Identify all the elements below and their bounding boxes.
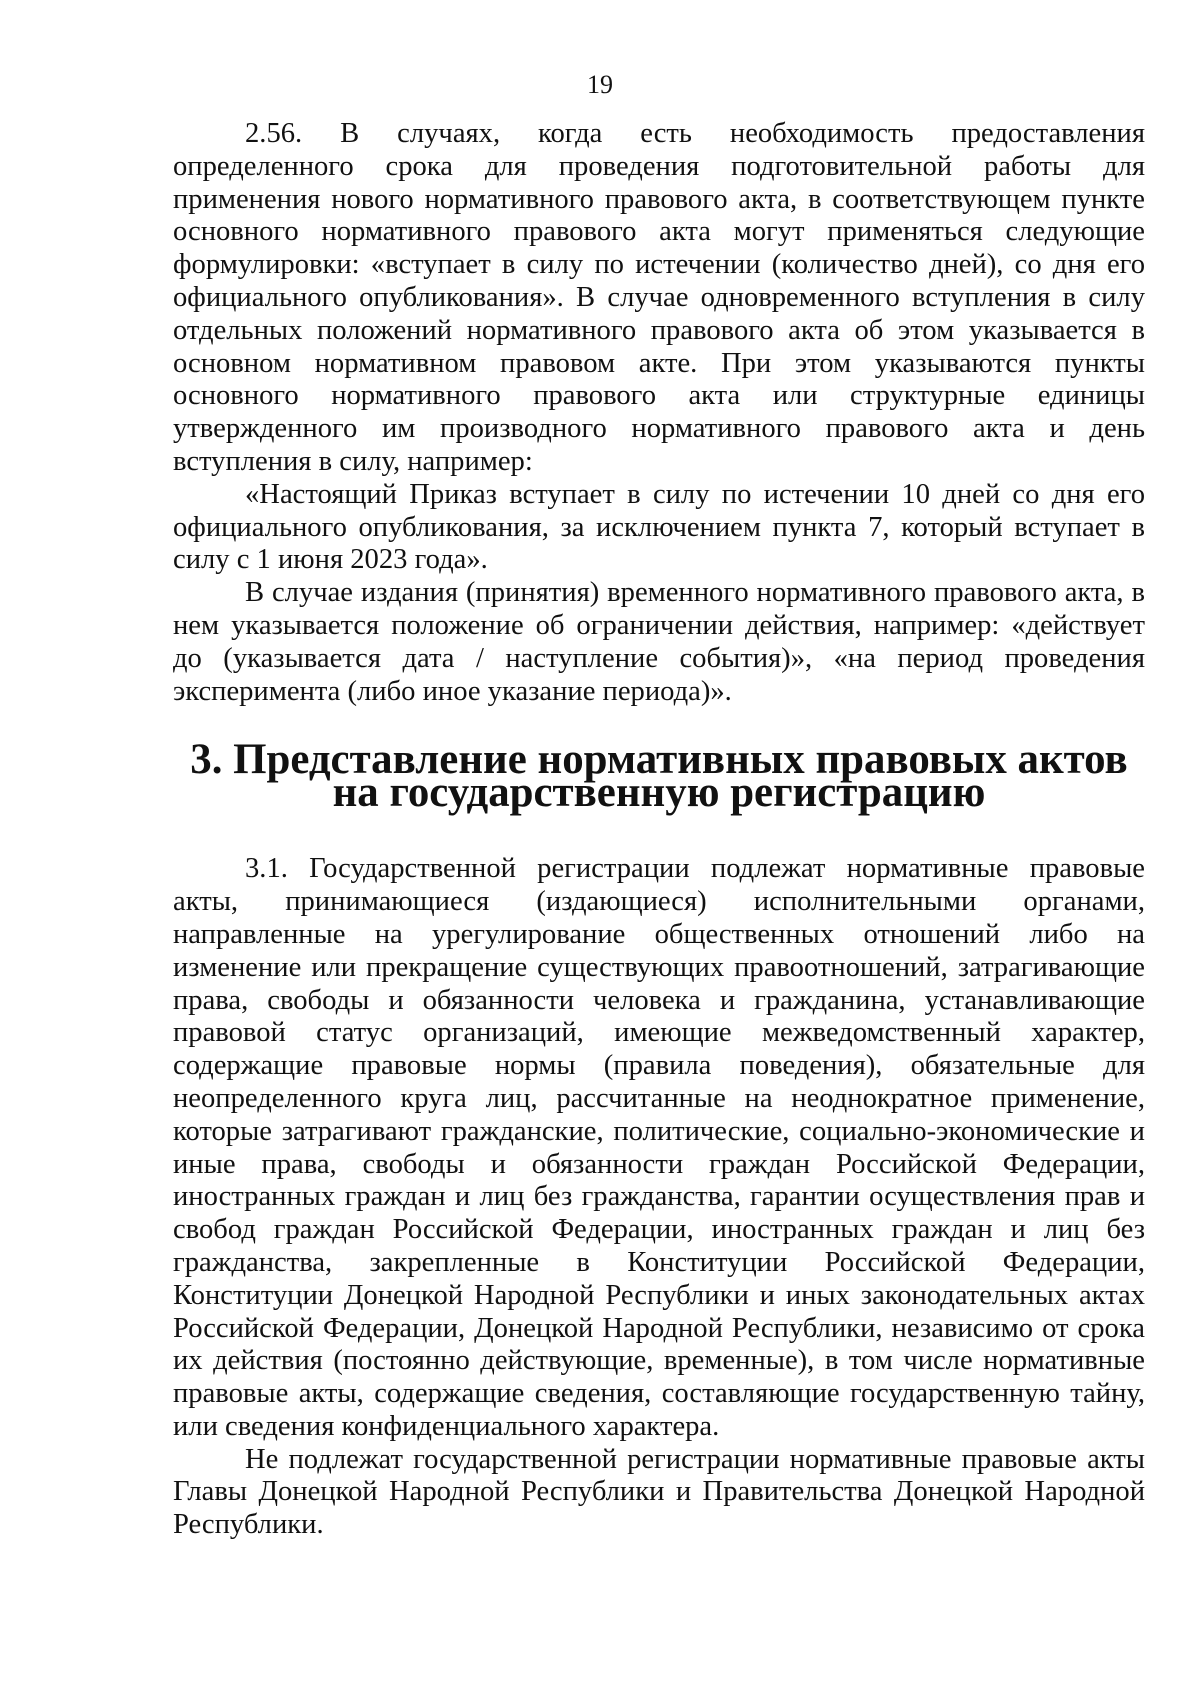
paragraph-2-56: 2.56. В случаях, когда есть необходимость предоставления определенного срока для проведения подготовительной работы для применения нового нормативного правового акта, в соответствующем пункте основного нормативного правового акта могут применяться следующие формулировки: «вступает в силу по истечении (количество дней), со дня его официального опубликования». В случае одновременного вступления в силу отдельных положений нормативного правового акта об этом указывается в основном нормативном правовом акте. При этом указываются пункты основного нормативного правового акта или структурные единицы утвержденного им производного нормативного правового акта и день вступления в силу, например: bbox=[173, 118, 1145, 477]
paragraph-order-example: «Настоящий Приказ вступает в силу по истечении 10 дней со дня его официального опубликования, за исключением пункта 7, который вступает в силу с 1 июня 2023 года». bbox=[173, 478, 1145, 576]
paragraph-temporary-act: В случае издания (принятия) временного нормативного правового акта, в нем указывается положение об ограничении действия, например: «действует до (указывается дата / наступление события)», «на период проведения эксперимента (либо иное указание периода)». bbox=[173, 577, 1145, 707]
section-heading-line-1: 3. Представление нормативных правовых актов bbox=[190, 736, 1128, 784]
section-heading-line-2: на государственную регистрацию bbox=[332, 769, 986, 817]
document-body bbox=[173, 118, 1145, 1542]
section-heading bbox=[173, 736, 1145, 817]
paragraph-not-subject: Не подлежат государственной регистрации нормативные правовые акты Главы Донецкой Народной Республики и Правительства Донецкой Народной Республики. bbox=[173, 1443, 1145, 1541]
page-number: 19 bbox=[587, 70, 613, 99]
paragraph-3-1: 3.1. Государственной регистрации подлежат нормативные правовые акты, принимающиеся (издающиеся) исполнительными органами, направленные на урегулирование общественных отношений либо на изменение или прекращение существующих правоотношений, затрагивающие права, свободы и обязанности человека и гражданина, устанавливающие правовой статус организаций, имеющие межведомственный характер, содержащие правовые нормы (правила поведения), обязательные для неопределенного круга лиц, рассчитанные на неоднократное применение, которые затрагивают гражданские, политические, социально-экономические и иные права, свободы и обязанности граждан Российской Федерации, иностранных граждан и лиц без гражданства, гарантии осуществления прав и свобод граждан Российской Федерации, иностранных граждан и лиц без гражданства, закрепленные в Конституции Российской Федерации, Конституции Донецкой Народной Республики и иных законодательных актах Российской Федерации, Донецкой Народной Республики, независимо от срока их действия (постоянно действующие, временные), в том числе нормативные правовые акты, содержащие сведения, составляющие государственную тайну, или сведения конфиденциального характера. bbox=[173, 853, 1145, 1442]
